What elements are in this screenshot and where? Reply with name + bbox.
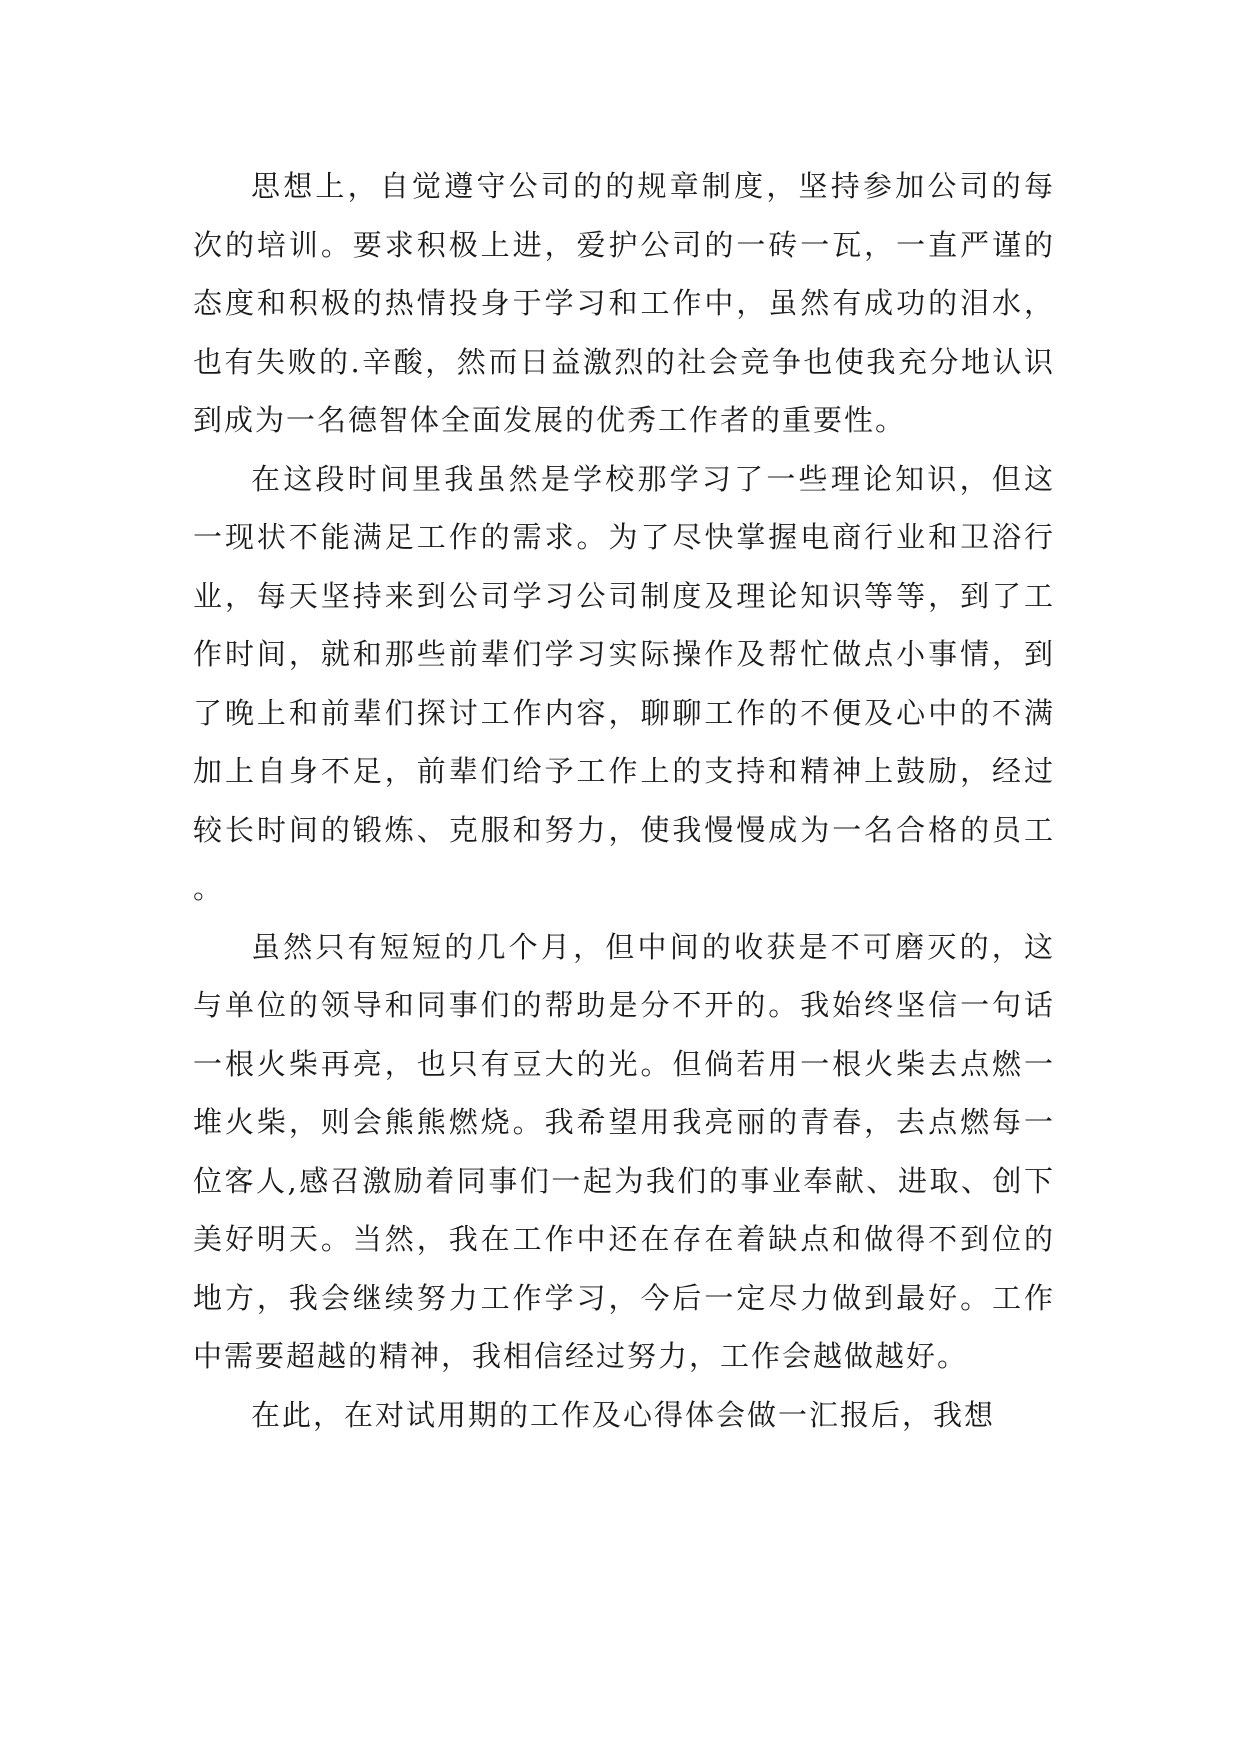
document-page: [193, 157, 1055, 1657]
paragraph-learning: 在这段时间里我虽然是学校那学习了一些理论知识，但这一现状不能满足工作的需求。为了尽快掌握电商行业和卫浴行业，每天坚持来到公司学习公司制度及理论知识等等，到了工作时间，就和那些前辈们学习实际操作及帮忙做点小事情，到了晚上和前辈们探讨工作内容，聊聊工作的不便及心中的不满加上自身不足，前辈们给予工作上的支持和精神上鼓励，经过较长时间的锻炼、克服和努力，使我慢慢成为一名合格的员工。: [193, 461, 1055, 905]
paragraph-gains: 虽然只有短短的几个月，但中间的收获是不可磨灭的，这与单位的领导和同事们的帮助是分不开的。我始终坚信一句话一根火柴再亮，也只有豆大的光。但倘若用一根火柴去点燃一堆火柴，则会熊熊燃烧。我希望用我亮丽的青春，去点燃每一位客人,感召激励着同事们一起为我们的事业奉献、进取、创下美好明天。当然，我在工作中还在存在着缺点和做得不到位的地方，我会继续努力工作学习，今后一定尽力做到最好。工作中需要超越的精神，我相信经过努力，工作会越做越好。: [193, 929, 1055, 1373]
paragraph-summary: 在此，在对试用期的工作及心得体会做一汇报后，我想: [251, 1397, 996, 1432]
paragraph-ideology: 思想上，自觉遵守公司的的规章制度，坚持参加公司的每次的培训。要求积极上进，爱护公司的一砖一瓦，一直严谨的态度和积极的热情投身于学习和工作中，虽然有成功的泪水，也有失败的.辛酸，然而日益激烈的社会竞争也使我充分地认识到成为一名德智体全面发展的优秀工作者的重要性。: [193, 169, 1055, 437]
